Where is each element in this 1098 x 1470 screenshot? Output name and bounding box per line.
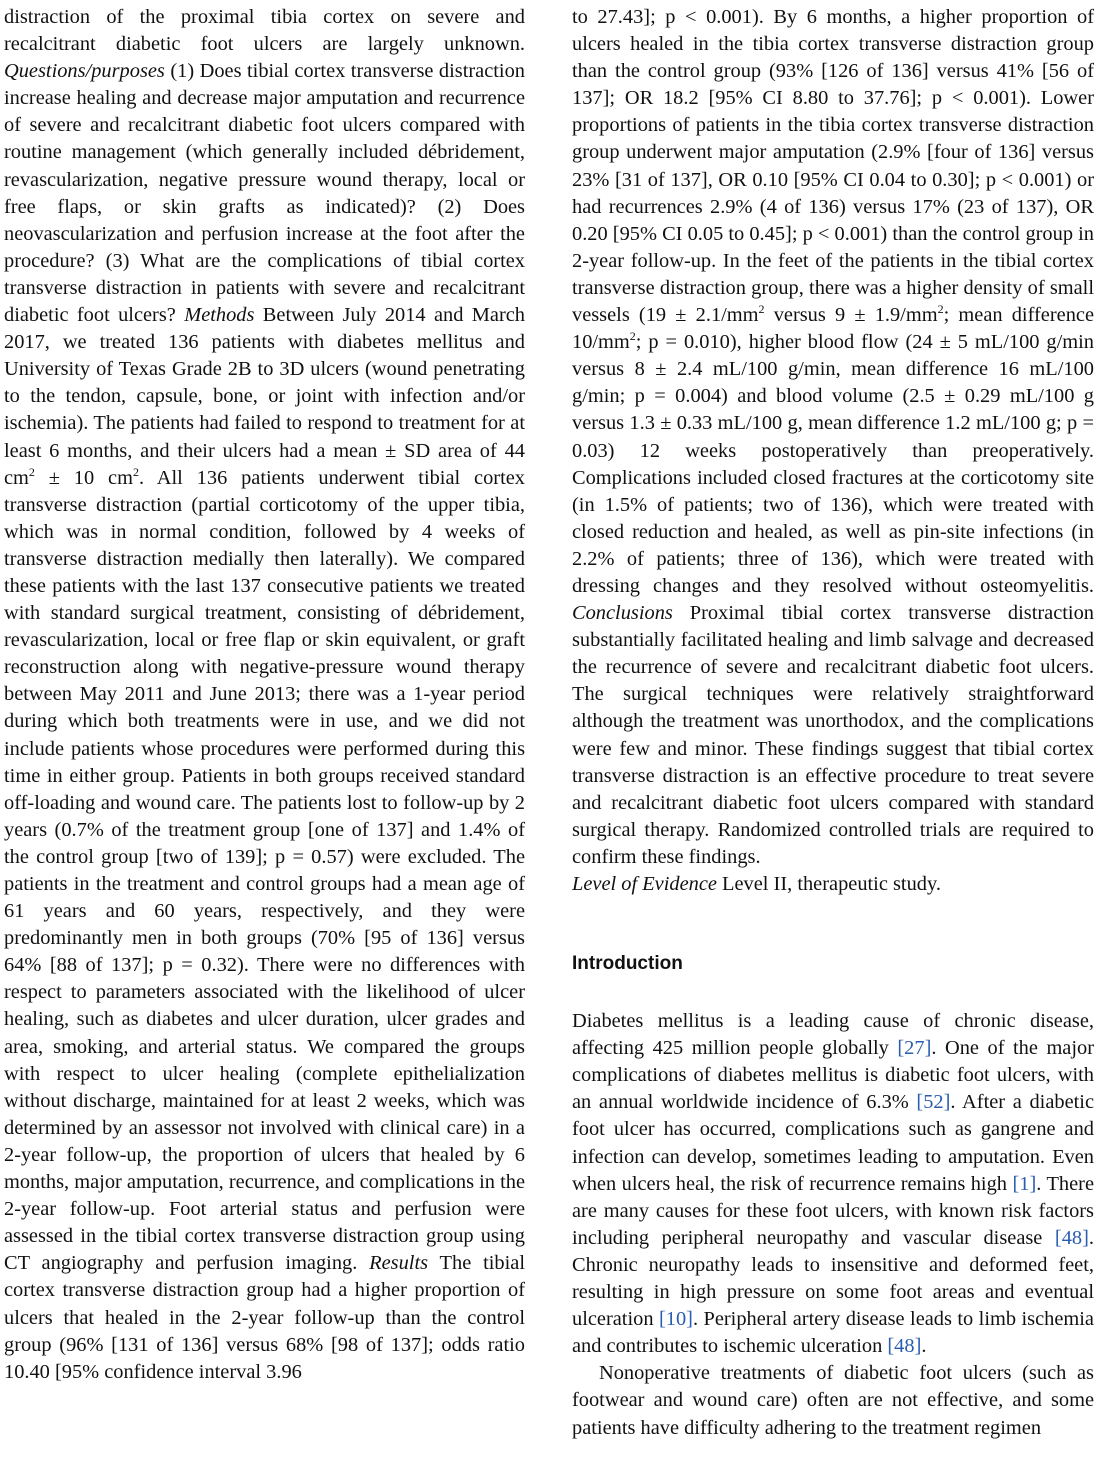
results-cont-b: versus 9 ± 1.9/mm — [764, 304, 938, 327]
results-sup-a: 2 — [758, 302, 765, 317]
intro-paragraph-1 — [572, 1008, 1094, 1360]
left-column — [4, 4, 525, 1386]
results-cont-c: ; mean difference 10/mm — [572, 304, 1094, 354]
abstract-right-text — [572, 4, 1094, 871]
citation-link[interactable]: [1] — [1012, 1172, 1037, 1195]
section-heading-introduction: Introduction — [572, 953, 683, 975]
results-sup-b: 2 — [937, 302, 944, 317]
conclusions-text: Proximal tibial cortex transverse distraction substantially facilitated healing and limb salvage and decreased the recurrence of severe and recalcitrant diabetic foot ulcers. The surgical techniques were relatively straightforward although the treatment was unorthodox, and the complications were few and minor. These findings suggest that tibial cortex transverse distraction is an effective procedure to treat severe and recalcitrant diabetic foot ulcers compared with standard surgical therapy. Randomized controlled trials are required to confirm these findings. — [572, 602, 1094, 868]
right-column — [572, 4, 1094, 1442]
results-text: The tibial cortex transverse distraction group had a higher proportion of ulcers that healed in the 2-year follow-up than the control group (96% [131 of 136] versus 68% [98 of 137]; odds ratio 10.40 [95% confidence interval 3.96 — [4, 1252, 525, 1383]
questions-text: (1) Does tibial cortex transverse distraction increase healing and decrease major amputation and recurrence of severe and recalcitrant diabetic foot ulcers compared with routine management (which generally included débridement, revascularization, negative pressure wound therapy, local or free flaps, or skin grafts as indicated)? (2) Does neovascularization and perfusion increase at the foot after the procedure? (3) What are the complications of tibial cortex transverse distraction in patients with severe and recalcitrant diabetic foot ulcers? — [4, 60, 525, 327]
level-text: Level II, therapeutic study. — [716, 873, 941, 895]
citation-link[interactable]: [48] — [887, 1335, 922, 1358]
conclusions-label: Conclusions — [572, 602, 673, 625]
methods-text-a: Between July 2014 and March 2017, we treated 136 patients with diabetes mellitus and University of Texas Grade 2B to 3D ulcers (wound penetrating to the tendon, capsule, bone, or joint with infection and/or ischemia). The patients had failed to respond to treatment for at least 6 months, and their ulcers had a mean ± SD area of 44 cm — [4, 304, 525, 489]
level-of-evidence — [572, 871, 1094, 898]
background-fragment: distraction of the proximal tibia cortex on severe and recalcitrant diabetic foot ulcers are largely unknown. — [4, 6, 525, 56]
results-cont-a: to 27.43]; p < 0.001). By 6 months, a higher proportion of ulcers healed in the tibia cortex transverse distraction group than the control group (93% [126 of 136] versus 41% [56 of 137]; OR 18.2 [95% CI 8.80 to 37.76]; p < 0.001). Lower proportions of patients in the tibia cortex transverse distraction group underwent major amputation (2.9% [four of 136] versus 23% [31 of 137], OR 0.10 [95% CI 0.04 to 0.30]; p < 0.001) or had recurrences 2.9% (4 of 136) versus 17% (23 of 137), OR 0.20 [95% CI 0.05 to 0.45]; p < 0.001) than the control group in 2-year follow-up. In the feet of the patients in the tibial cortex transverse distraction group, there was a higher density of small vessels (19 ± 2.1/mm — [572, 6, 1094, 327]
intro-text: . There are many causes for these foot ulcers, with known risk factors including peripheral neuropathy and vascular disease — [572, 1172, 1094, 1249]
level-label: Level of Evidence — [572, 873, 717, 895]
spacer — [572, 976, 1094, 1008]
methods-text-c: . All 136 patients underwent tibial cortex transverse distraction (partial corticotomy of the upper tibia, which was in normal condition, followed by 4 weeks of transverse distraction medially then laterally). We compared these patients with the last 137 consecutive patients we treated with standard surgical treatment, consisting of débridement, revascularization, local or free flap or skin equivalent, or graft reconstruction along with negative-pressure wound therapy between May 2011 and June 2013; there was a 1-year period during which both treatments were in use, and we did not include patients whose procedures were performed during this time in either group. Patients in both groups received standard off-loading and wound care. The patients lost to follow-up by 2 years (0.7% of the treatment group [one of 137] and 1.4% of the control group [two of 139]; p = 0.57) were excluded. The patients in the treatment and control groups had a mean age of 61 years and 60 years, respectively, and they were predominantly men in both groups (70% [95 of 136] versus 64% [88 of 137]; p = 0.32). There were no differences with respect to parameters associated with the likelihood of ulcer healing, such as diabetes and ulcer duration, ulcer grades and area, smoking, and arterial status. We compared the groups with respect to ulcer healing (complete epithelialization without discharge, maintained for at least 2 weeks, which was determined by an assessor not involved with clinical care) in a 2-year follow-up, the proportion of ulcers that healed by 6 months, major amputation, recurrence, and complications in the 2-year follow-up. Foot arterial status and perfusion were assessed in the tibial cortex transverse distraction group using CT angiography and perfusion imaging. — [4, 466, 525, 1275]
methods-text-b: ± 10 cm — [34, 466, 133, 489]
methods-sup-a: 2 — [28, 464, 35, 479]
results-sup-c: 2 — [629, 329, 636, 344]
intro-text: . One of the major complications of diabetes mellitus is diabetic foot ulcers, with an annual worldwide incidence of 6.3% — [572, 1037, 1095, 1114]
questions-label: Questions/purposes — [4, 60, 165, 83]
results-label: Results — [369, 1252, 429, 1275]
intro-text: . — [921, 1335, 927, 1358]
intro-text: . Peripheral artery disease leads to limb ischemia and contributes to ischemic ulceration — [572, 1308, 1094, 1358]
citation-link[interactable]: [52] — [916, 1091, 951, 1114]
methods-sup-b: 2 — [132, 464, 139, 479]
citation-link[interactable]: [10] — [658, 1308, 693, 1331]
intro-text: . After a diabetic foot ulcer has occurred, complications such as gangrene and infection can develop, sometimes leading to amputation. Even when ulcers heal, the risk of recurrence remains high — [572, 1091, 1095, 1195]
intro-paragraph-2: Nonoperative treatments of diabetic foot ulcers (such as footwear and wound care) often are not effective, and some patients have difficulty adhering to the treatment regimen — [572, 1362, 1094, 1439]
intro-text: Diabetes mellitus is a leading cause of chronic disease, affecting 425 million people globally — [572, 1010, 1094, 1060]
citation-link[interactable]: [27] — [897, 1037, 932, 1060]
abstract-left-text — [4, 4, 525, 1386]
methods-label: Methods — [184, 304, 255, 327]
results-cont-d: ; p = 0.010), higher blood flow (24 ± 5 mL/100 g/min versus 8 ± 2.4 mL/100 g/min, mean difference 16 mL/100 g/min; p = 0.004) and blood volume (2.5 ± 0.29 mL/100 g versus 1.3 ± 0.33 mL/100 g, mean difference 1.2 mL/100 g; p = 0.03) 12 weeks postoperatively than preoperatively. Complications included closed fractures at the corticotomy site (in 1.5% of patients; two of 136), which were treated with closed reduction and healed, as well as pin-site infections (in 2.2% of patients; three of 136), which were treated with dressing changes and they resolved without osteomyelitis. — [572, 331, 1094, 597]
spacer — [572, 898, 1094, 952]
intro-text: . Chronic neuropathy leads to insensitive and deformed feet, resulting in high pressure on some foot areas and eventual ulceration — [572, 1226, 1094, 1331]
citation-link[interactable]: [48] — [1054, 1226, 1089, 1249]
